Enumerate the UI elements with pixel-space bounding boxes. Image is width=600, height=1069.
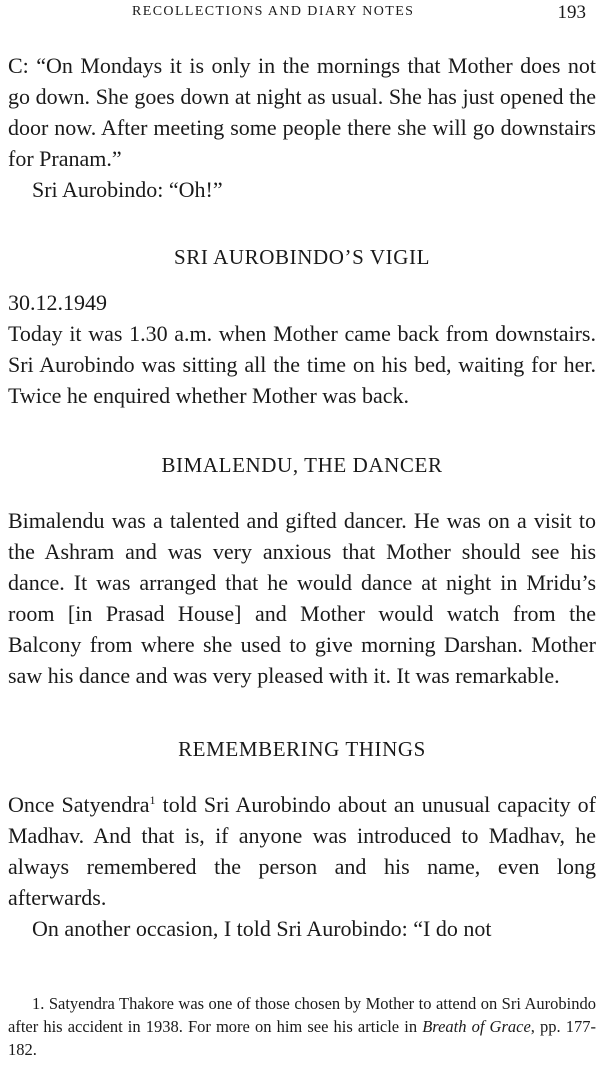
intro-paragraph: C: “On Mondays it is only in the mornings that Mother does not go down. She goes down at night as usual. She has just opened the door now. After meeting some people there she will go downstairs for Pranam.”: [8, 53, 596, 171]
remembering-text-start: Once Satyendra: [8, 792, 150, 817]
dancer-paragraph: Bimalendu was a talented and gifted dancer. He was on a visit to the Ashram and was very anxious that Mother should see his dance. It was arranged that he would dance at night in Mridu’s room [in Prasad House] and Mother would watch from the Balcony from where she used to give morning Darshan. Mother saw his dance and was very pleased with it. It was remarkable.: [8, 508, 596, 688]
remembering-text-rest: told Sri Aurobindo about an unusual capacity of Madhav. And that is, if anyone was introduced to Madhav, he always remembered the person and his name, even long afterwards.: [8, 792, 597, 910]
running-head: [0, 2, 600, 26]
intro-reply: Sri Aurobindo: “Oh!”: [32, 177, 223, 202]
footnote-text: [8, 992, 596, 1061]
footnote-text-end: , pp. 177-182.: [8, 1017, 596, 1059]
footnote-text-start: 1. Satyendra Thakore was one of those chosen by Mother to attend on Sri Aurobindo after his accident in 1938. For more on him see his article in: [8, 994, 596, 1036]
page-number: 193: [557, 2, 586, 23]
footnote: [8, 992, 596, 1061]
section-heading-vigil: SRI AUROBINDO’S VIGIL: [173, 245, 431, 269]
vigil-paragraph: Today it was 1.30 a.m. when Mother came back from downstairs. Sri Aurobindo was sitting all the time on his bed, waiting for her. Twice he enquired whether Mother was back.: [8, 321, 596, 408]
running-title: RECOLLECTIONS AND DIARY NOTES: [132, 4, 415, 19]
footnote-reference: 1: [149, 793, 156, 807]
section-date: 30.12.1949: [8, 290, 107, 315]
footnote-book-title: Breath of Grace: [422, 1017, 531, 1036]
section-heading-dancer: BIMALENDU, THE DANCER: [161, 453, 443, 477]
remembering-paragraph: [8, 789, 596, 913]
section-heading-remembering: REMEMBERING THINGS: [178, 737, 426, 761]
occasion-paragraph: On another occasion, I told Sri Aurobindo: “I do not: [32, 916, 492, 941]
page-body: [8, 50, 596, 944]
